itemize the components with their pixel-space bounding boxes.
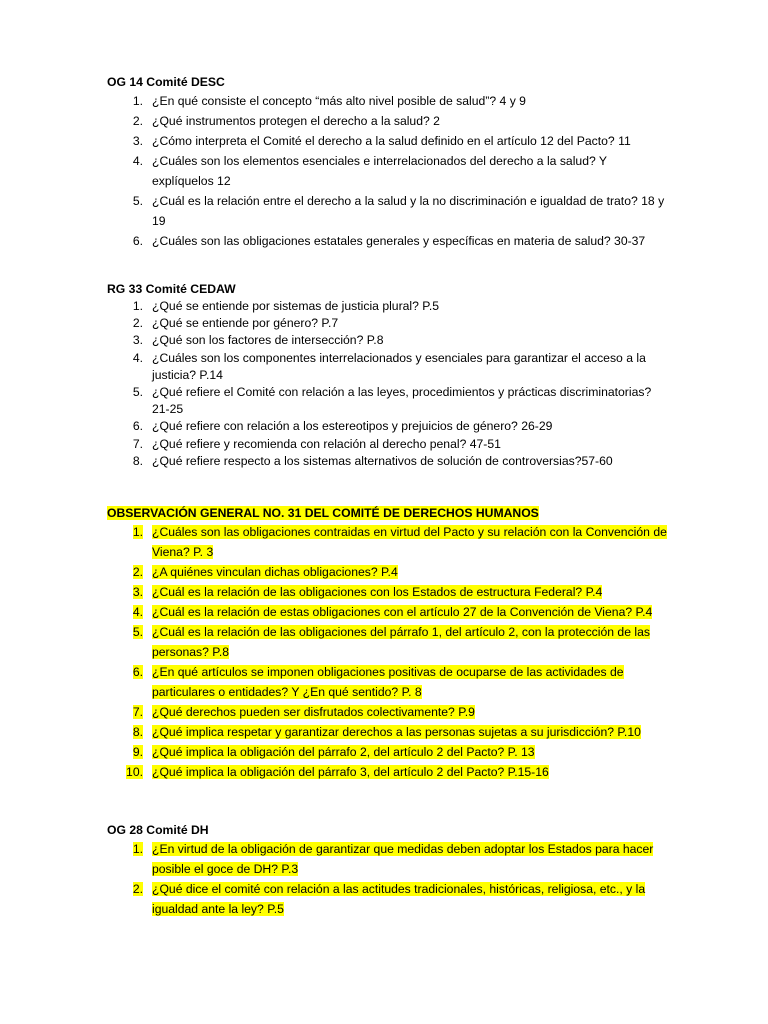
item-text: ¿Cuál es la relación de estas obligaciones con el artículo 27 de la Convención de Viena? P.4 bbox=[152, 605, 653, 619]
item-number: 8. bbox=[132, 453, 143, 468]
list-item bbox=[107, 350, 667, 384]
section-og28 bbox=[107, 821, 667, 919]
list-item bbox=[107, 839, 667, 879]
list-item bbox=[107, 562, 667, 582]
list-item bbox=[107, 879, 667, 919]
list-item bbox=[107, 762, 667, 782]
section-heading: RG 33 Comité CEDAW bbox=[107, 282, 236, 296]
list-item bbox=[107, 702, 667, 722]
item-number-text: 7. bbox=[132, 705, 143, 719]
item-number-text: 2. bbox=[132, 565, 143, 579]
item-number: 1. bbox=[132, 94, 143, 108]
item-text: ¿Qué son los factores de intersección? P.8 bbox=[152, 333, 384, 348]
item-text: ¿Cuál es la relación de las obligaciones del párrafo 1, del artículo 2, con la protección de las personas? P.8 bbox=[152, 625, 650, 659]
list-item bbox=[107, 231, 667, 251]
list-item bbox=[107, 332, 667, 349]
item-number-text: 8. bbox=[132, 725, 143, 739]
item-number-text: 10. bbox=[126, 765, 143, 779]
item-text: ¿Cuáles son las obligaciones contraidas en virtud del Pacto y su relación con la Convención de Viena? P. 3 bbox=[152, 525, 667, 559]
list-item bbox=[107, 191, 667, 231]
list-item bbox=[107, 384, 667, 418]
list-item bbox=[107, 111, 667, 131]
item-number: 3. bbox=[132, 134, 143, 148]
list-item bbox=[107, 522, 667, 562]
list-item bbox=[107, 602, 667, 622]
item-number bbox=[107, 522, 143, 542]
list-item bbox=[107, 418, 667, 435]
question-list bbox=[107, 522, 667, 782]
item-number bbox=[107, 762, 143, 782]
item-number: 4. bbox=[132, 350, 143, 365]
item-text: ¿En qué artículos se imponen obligaciones positivas de ocuparse de las actividades de particulares o entidades? Y ¿En qué sentido? P. 8 bbox=[152, 665, 624, 699]
section-rg33 bbox=[107, 280, 667, 470]
list-item bbox=[107, 91, 667, 111]
list-item bbox=[107, 662, 667, 702]
item-number-text: 3. bbox=[132, 585, 143, 599]
item-number bbox=[107, 702, 143, 722]
item-text: ¿Cuál es la relación entre el derecho a la salud y la no discriminación e igualdad de trato? 18 y 19 bbox=[152, 194, 665, 228]
list-item bbox=[107, 315, 667, 332]
item-text: ¿Qué implica respetar y garantizar derechos a las personas sujetas a su jurisdicción? P.10 bbox=[152, 725, 641, 739]
list-item bbox=[107, 622, 667, 662]
item-number bbox=[107, 562, 143, 582]
list-item bbox=[107, 131, 667, 151]
item-number-text: 6. bbox=[132, 665, 143, 679]
item-number bbox=[107, 602, 143, 622]
item-number: 5. bbox=[132, 194, 143, 208]
item-text: ¿Qué se entiende por sistemas de justicia plural? P.5 bbox=[152, 299, 440, 313]
list-item bbox=[107, 722, 667, 742]
item-text: ¿Qué refiere respecto a los sistemas alternativos de solución de controversias?57-60 bbox=[152, 453, 613, 468]
item-text: ¿A quiénes vinculan dichas obligaciones? P.4 bbox=[152, 565, 398, 579]
section-og31 bbox=[107, 504, 667, 782]
item-number bbox=[107, 839, 143, 859]
item-number bbox=[107, 722, 143, 742]
section-heading: OG 28 Comité DH bbox=[107, 823, 209, 837]
list-item bbox=[107, 582, 667, 602]
item-text: ¿Qué se entiende por género? P.7 bbox=[152, 316, 339, 331]
item-number: 6. bbox=[132, 234, 143, 248]
item-text: ¿Cuáles son los elementos esenciales e interrelacionados del derecho a la salud? Y explíquelos 12 bbox=[152, 154, 607, 188]
list-item bbox=[107, 453, 667, 470]
item-number bbox=[107, 582, 143, 602]
item-number: 2. bbox=[132, 316, 143, 331]
item-number: 5. bbox=[132, 385, 143, 400]
item-number-text: 1. bbox=[132, 525, 143, 539]
question-list bbox=[107, 839, 667, 919]
item-number-text: 5. bbox=[132, 625, 143, 639]
item-text: ¿Qué implica la obligación del párrafo 2, del artículo 2 del Pacto? P. 13 bbox=[152, 745, 535, 759]
item-number: 1. bbox=[132, 299, 143, 313]
item-number: 7. bbox=[132, 436, 143, 451]
item-number bbox=[107, 742, 143, 762]
item-number bbox=[107, 662, 143, 682]
section-heading bbox=[107, 504, 667, 522]
item-text: ¿Cuáles son los componentes interrelacionados y esenciales para garantizar el acceso a la justicia? P.14 bbox=[152, 350, 646, 382]
item-number: 6. bbox=[132, 419, 143, 434]
item-text: ¿Qué derechos pueden ser disfrutados colectivamente? P.9 bbox=[152, 705, 475, 719]
item-text: ¿Qué refiere el Comité con relación a las leyes, procedimientos y prácticas discriminatorias? 21-25 bbox=[152, 385, 652, 417]
question-list bbox=[107, 91, 667, 251]
item-number bbox=[107, 622, 143, 642]
item-text: ¿En qué consiste el concepto “más alto nivel posible de salud”? 4 y 9 bbox=[152, 94, 526, 108]
item-number: 3. bbox=[132, 333, 143, 348]
list-item bbox=[107, 742, 667, 762]
list-item bbox=[107, 436, 667, 453]
item-number: 2. bbox=[132, 114, 143, 128]
item-number bbox=[107, 879, 143, 899]
item-number-text: 9. bbox=[132, 745, 143, 759]
item-text: ¿Cuáles son las obligaciones estatales generales y específicas en materia de salud? 30-37 bbox=[152, 234, 646, 248]
item-text: ¿Qué refiere con relación a los estereotipos y prejuicios de género? 26-29 bbox=[152, 419, 553, 434]
highlighted-heading: OBSERVACIÓN GENERAL NO. 31 DEL COMITÉ DE DERECHOS HUMANOS bbox=[107, 506, 539, 520]
list-item bbox=[107, 151, 667, 191]
item-text: ¿Qué implica la obligación del párrafo 3, del artículo 2 del Pacto? P.15-16 bbox=[152, 765, 549, 779]
item-text: ¿Qué instrumentos protegen el derecho a la salud? 2 bbox=[152, 114, 440, 128]
item-number-text: 2. bbox=[132, 882, 143, 896]
list-item bbox=[107, 298, 667, 315]
question-list bbox=[107, 298, 667, 470]
item-text: ¿En virtud de la obligación de garantizar que medidas deben adoptar los Estados para hacer posible el goce de DH? P.3 bbox=[152, 842, 654, 876]
item-text: ¿Qué refiere y recomienda con relación al derecho penal? 47-51 bbox=[152, 436, 501, 451]
section-og14 bbox=[107, 73, 667, 251]
item-text: ¿Cómo interpreta el Comité el derecho a la salud definido en el artículo 12 del Pacto? 11 bbox=[152, 134, 631, 148]
item-number-text: 4. bbox=[132, 605, 143, 619]
item-text: ¿Qué dice el comité con relación a las actitudes tradicionales, históricas, religiosa, etc., y la igualdad ante la ley? P.5 bbox=[152, 882, 646, 916]
item-number: 4. bbox=[132, 154, 143, 168]
item-number-text: 1. bbox=[132, 842, 143, 856]
item-text: ¿Cuál es la relación de las obligaciones con los Estados de estructura Federal? P.4 bbox=[152, 585, 603, 599]
section-heading: OG 14 Comité DESC bbox=[107, 75, 225, 89]
